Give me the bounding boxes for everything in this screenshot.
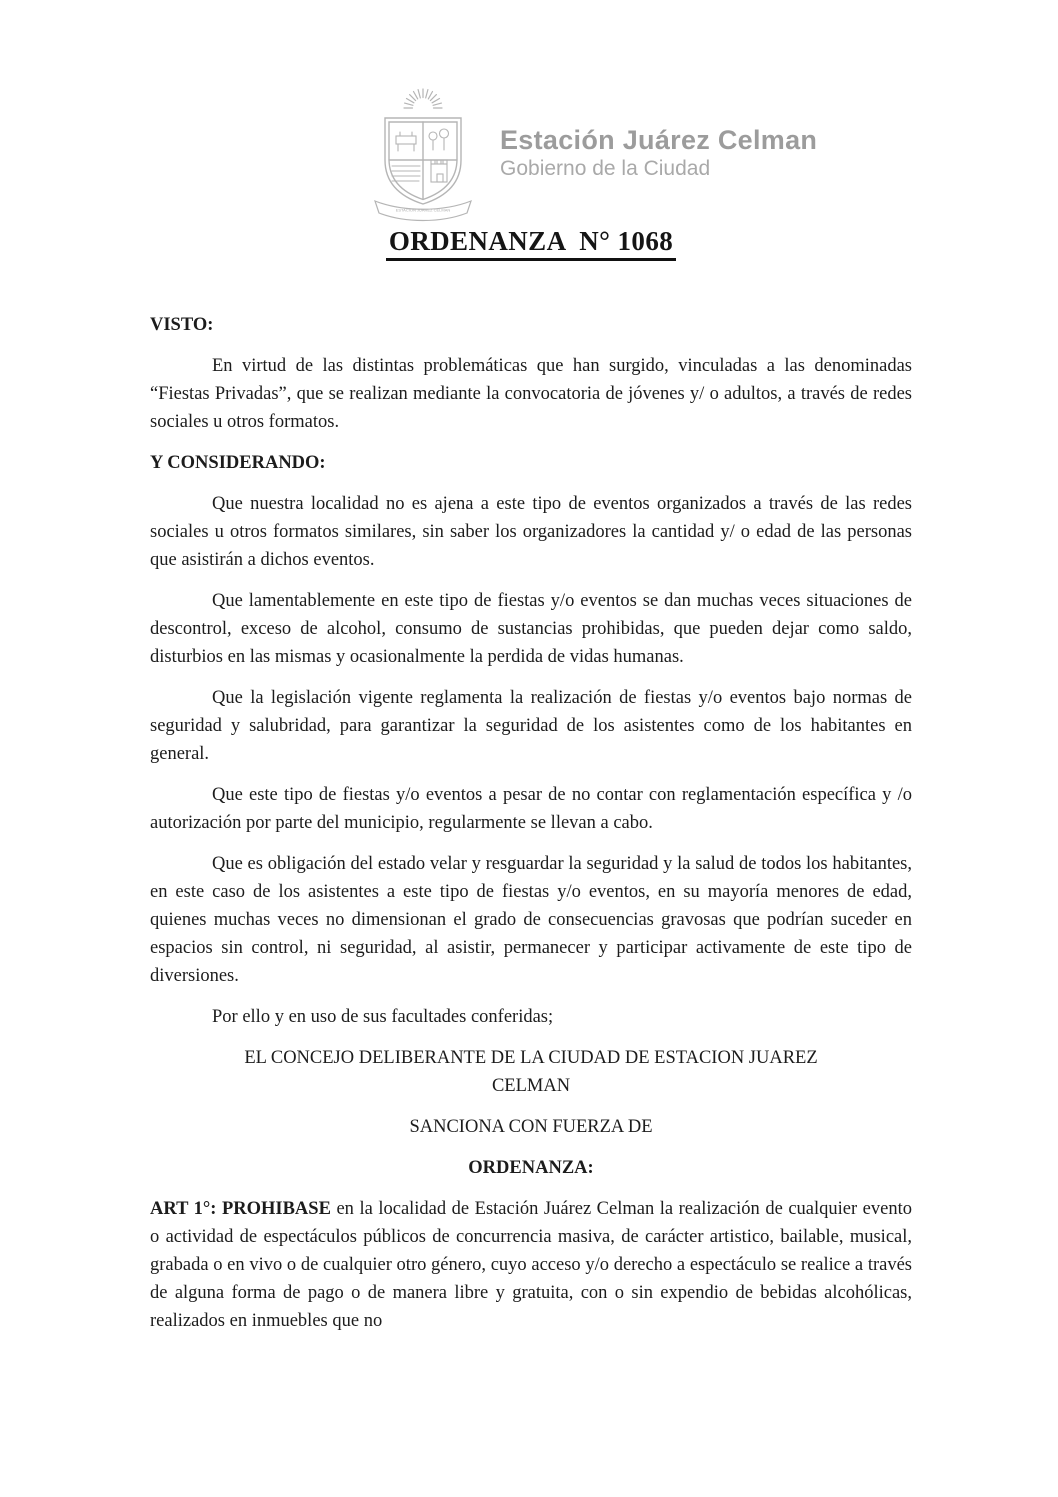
crest-ribbon-text: ESTACION JUAREZ CELMAN	[395, 207, 451, 213]
logo-wordmark	[500, 126, 817, 180]
article-1-paragraph	[150, 1195, 912, 1335]
ordenanza-heading: ORDENANZA:	[468, 1158, 594, 1178]
sun-rays-icon	[404, 89, 442, 108]
article-1-label: ART 1°: PROHIBASE	[150, 1199, 331, 1219]
visto-heading: VISTO:	[150, 315, 214, 335]
article-1-text: en la localidad de Estación Juárez Celman la realización de cualquier evento o actividad de espectáculos públicos de concurrencia masiva, de carácter artistico, bailable, musical, grabada o en vivo o de cualquier otro género, cuyo acceso y/o derecho a espectáculo se realice a través de alguna forma de pago o de manera libre y gratuita, con o sin expendio de bebidas alcohólicas, realizados en inmuebles que no	[150, 1199, 912, 1331]
sanciona-line: SANCIONA CON FUERZA DE	[409, 1117, 653, 1137]
council-line-1: EL CONCEJO DELIBERANTE DE LA CIUDAD DE ESTACION JUAREZ	[244, 1048, 818, 1068]
document-title: ORDENANZA N° 1068	[386, 226, 676, 261]
org-name: Estación Juárez Celman	[500, 125, 818, 155]
considerando-paragraph: Que lamentablemente en este tipo de fiestas y/o eventos se dan muchas veces situaciones de descontrol, exceso de alcohol, consumo de sustancias prohibidas, que pueden dejar como saldo, disturbios en las mismas y ocasionalmente la perdida de vidas humanas.	[150, 591, 912, 667]
council-line-2: CELMAN	[491, 1076, 571, 1096]
considerando-paragraph: Que la legislación vigente reglamenta la realización de fiestas y/o eventos bajo normas de seguridad y salubridad, para garantizar la seguridad de los asistentes como de los habitantes en general.	[150, 688, 912, 764]
considerando-paragraph: Que nuestra localidad no es ajena a este tipo de eventos organizados a través de las redes sociales u otros formatos similares, sin saber los organizadores la cantidad y/ o edad de las personas que asistirán a dichos eventos.	[150, 494, 912, 570]
considerando-paragraph: Que es obligación del estado velar y resguardar la seguridad y la salud de todos los habitantes, en este caso de los asistentes a este tipo de fiestas y/o eventos, en su mayoría menores de edad, quienes muchas veces no dimensionan el grado de consecuencias gravosas que podrían suceder en espacios sin control, ni seguridad, al asistir, permanecer y participar activamente de este tipo de diversiones.	[150, 854, 912, 986]
org-subtitle: Gobierno de la Ciudad	[500, 157, 711, 181]
considerando-paragraph: Que este tipo de fiestas y/o eventos a pesar de no contar con reglamentación específica y /o autorización por parte del municipio, regularmente se llevan a cabo.	[150, 785, 912, 833]
city-crest-logo	[360, 88, 486, 222]
considerando-heading: Y CONSIDERANDO:	[150, 453, 326, 473]
visto-paragraph: En virtud de las distintas problemáticas que han surgido, vinculadas a las denominadas “Fiestas Privadas”, que se realizan mediante la convocatoria de jóvenes y/ o adultos, a través de redes sociales u otros formatos.	[150, 356, 912, 432]
por-ello-line: Por ello y en uso de sus facultades conferidas;	[212, 1007, 554, 1027]
header-logo-block	[360, 88, 912, 222]
document-title-row	[150, 226, 912, 261]
